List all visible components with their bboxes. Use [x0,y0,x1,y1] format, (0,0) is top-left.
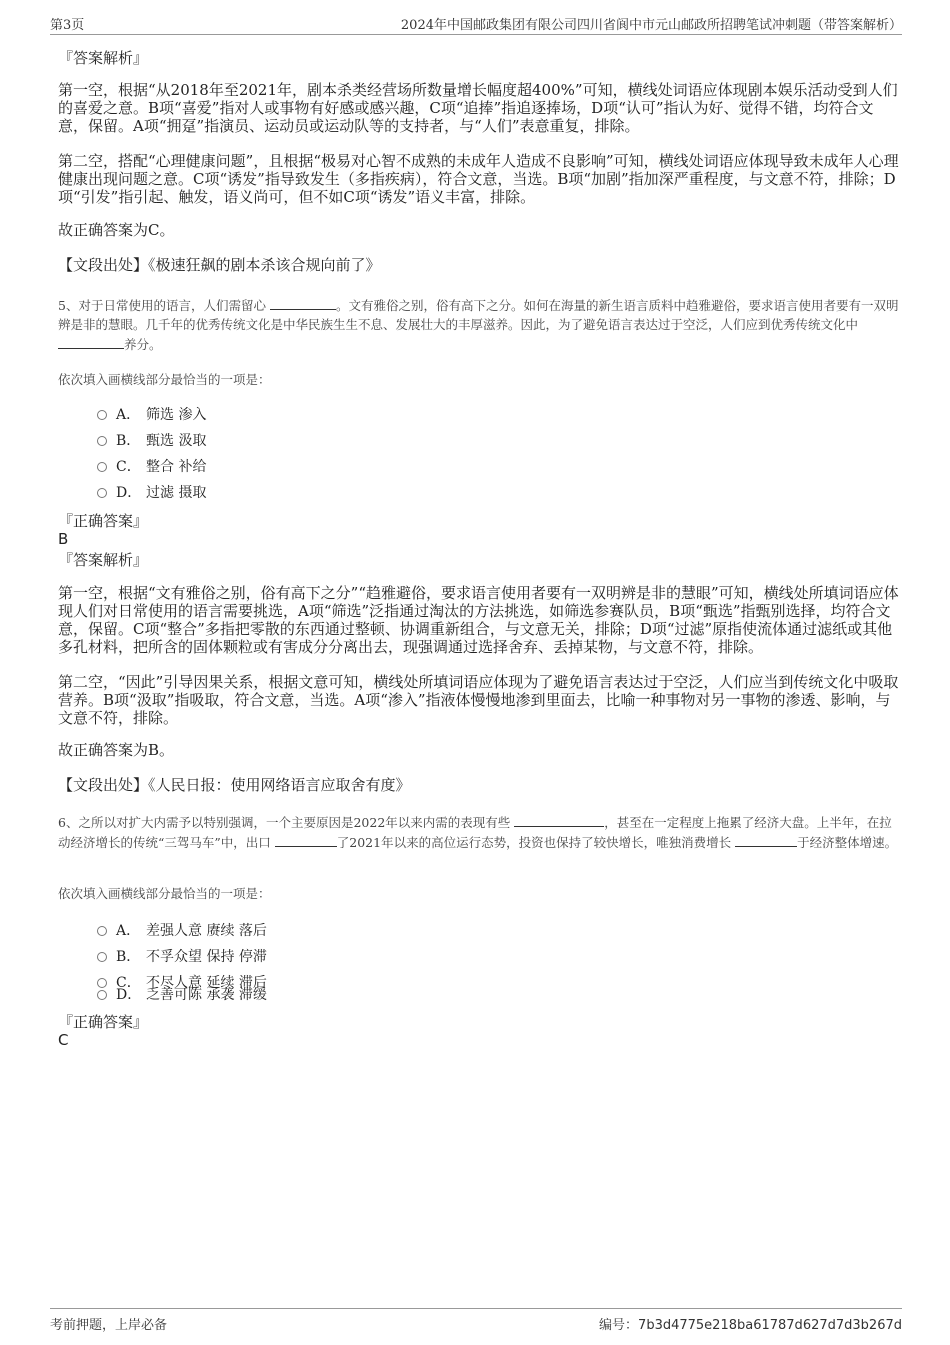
radio-icon[interactable] [97,990,107,1000]
q6-stem-part1: 6、之所以对扩大内需予以特别强调，一个主要原因是2022年以来内需的表现有些 [58,815,511,830]
page-footer [50,1308,902,1333]
q5-stem-part1: 5、对于日常使用的语言，人们需留心 [58,298,266,313]
q5-source: 【文段出处】《人民日报：使用网络语言应取舍有度》 [58,776,411,794]
q4-conclusion: 故正确答案为C。 [58,221,175,239]
q6-correct-label: 『正确答案』 [58,1013,149,1031]
q5-stem-part3: 养分。 [124,337,162,352]
q5-option-b[interactable]: B． 甄选 汲取 [97,430,206,450]
q6-blank-3 [735,832,797,847]
q6-option-b[interactable]: B． 不孚众望 保持 停滞 [97,946,267,966]
radio-icon[interactable] [97,488,107,498]
document-title: 2024年中国邮政集团有限公司四川省阆中市元山邮政所招聘笔试冲刺题（带答案解析） [400,18,902,33]
q6-correct-answer: C [58,1031,69,1049]
q5-analysis-label: 『答案解析』 [58,551,149,569]
q6-stem-part4: 于经济整体增速。 [797,835,898,850]
q6-stem-part2: ，甚至在一定程度上拖累了经济大盘。上半年，在拉动经济增长的传统“三驾马车”中，出口 [58,815,892,850]
q6-option-a[interactable]: A． 差强人意 赓续 落后 [97,920,267,940]
q6-stem-part3: 了2021年以来的高位运行态势，投资也保持了较快增长，唯独消费增长 [336,835,732,850]
footer-code: 编号：7b3d4775e218ba61787d627d7d3b267d [599,1318,902,1333]
q5-option-c[interactable]: C． 整合 补给 [97,456,206,476]
q5-option-d[interactable]: D． 过滤 摄取 [97,482,206,502]
q5-option-a[interactable]: A． 筛选 渗入 [97,404,206,424]
radio-icon[interactable] [97,410,107,420]
q4-analysis-label: 『答案解析』 [58,49,149,67]
q6-option-d[interactable]: D． 乏善可陈 承袭 滞缓 [97,984,267,1004]
radio-icon[interactable] [97,926,107,936]
q4-source: 【文段出处】《极速狂飙的剧本杀该合规向前了》 [58,256,381,274]
q5-conclusion: 故正确答案为B。 [58,741,175,759]
footer-slogan: 考前押题，上岸必备 [50,1318,168,1333]
q6-option-c[interactable]: C． 不尽人意 延续 滞后 [97,972,267,992]
q6-blank-1 [514,812,604,827]
radio-icon[interactable] [97,436,107,446]
q5-blank-2 [58,334,124,349]
q5-analysis-para2: 第二空，“因此”引导因果关系，根据文意可知，横线处所填词语应体现为了避免语言表达过于空泛，人们应当到传统文化中吸取营养。B项“汲取”指吸取，符合文意，当选。A项“渗入”指液体慢慢地渗到里面去，比喻一种事物对另一事物的渗透、影响，与文意不符，排除。 [58,673,899,727]
radio-icon[interactable] [97,952,107,962]
q4-analysis-para2: 第二空，搭配“心理健康问题”，且根据“极易对心智不成熟的未成年人造成不良影响”可知，横线处词语应体现导致未成年人心理健康出现问题之意。C项“诱发”指导致发生（多指疾病），符合文意，当选。B项“加剧”指加深严重程度，与文意不符，排除；D项“引发”指引起、触发，语义尚可，但不如C项“诱发”语义丰富，排除。 [58,152,899,206]
q6-stem [58,812,900,852]
q5-stem-part2: 。文有雅俗之别，俗有高下之分。如何在海量的新生语言质料中趋雅避俗，要求语言使用者要有一双明辨是非的慧眼。几千年的优秀传统文化是中华民族生生不息、发展壮大的丰厚滋养。因此，为了避免语言表达过于空泛，人们应到优秀传统文化中 [58,298,899,332]
radio-icon[interactable] [97,462,107,472]
q5-correct-label: 『正确答案』 [58,512,149,530]
q5-analysis-para1: 第一空，根据“文有雅俗之别，俗有高下之分”“趋雅避俗，要求语言使用者要有一双明辨是非的慧眼”可知，横线处所填词语应体现人们对日常使用的语言需要挑选，A项“筛选”泛指通过淘汰的方法挑选，如筛选参赛队员，B项“甄选”指甄别选择，均符合文意，保留。C项“整合”多指把零散的东西通过整顿、协调重新组合，与文意无关，排除；D项“过滤”原指使流体通过滤纸或其他多孔材料，把所含的固体颗粒或有害成分分离出去，现强调通过选择舍弃、丢掉某物，与文意不符，排除。 [58,584,899,656]
q6-blank-2 [275,832,337,847]
q5-correct-answer: B [58,530,69,548]
q5-stem [58,295,900,354]
q5-blank-1 [270,295,336,310]
q6-prompt: 依次填入画横线部分最恰当的一项是： [58,886,271,901]
q4-analysis-para1: 第一空，根据“从2018年至2021年，剧本杀类经营场所数量增长幅度超400%”可知，横线处词语应体现剧本娱乐活动受到人们的喜爱之意。B项“喜爱”指对人或事物有好感或感兴趣，C项“追捧”指追逐捧场，D项“认可”指认为好、觉得不错，均符合文意，保留。A项“拥趸”指演员、运动员或运动队等的支持者，与“人们”表意重复，排除。 [58,81,898,135]
q5-prompt: 依次填入画横线部分最恰当的一项是： [58,372,271,387]
page-header [50,14,902,35]
page-number: 第3页 [50,18,85,33]
